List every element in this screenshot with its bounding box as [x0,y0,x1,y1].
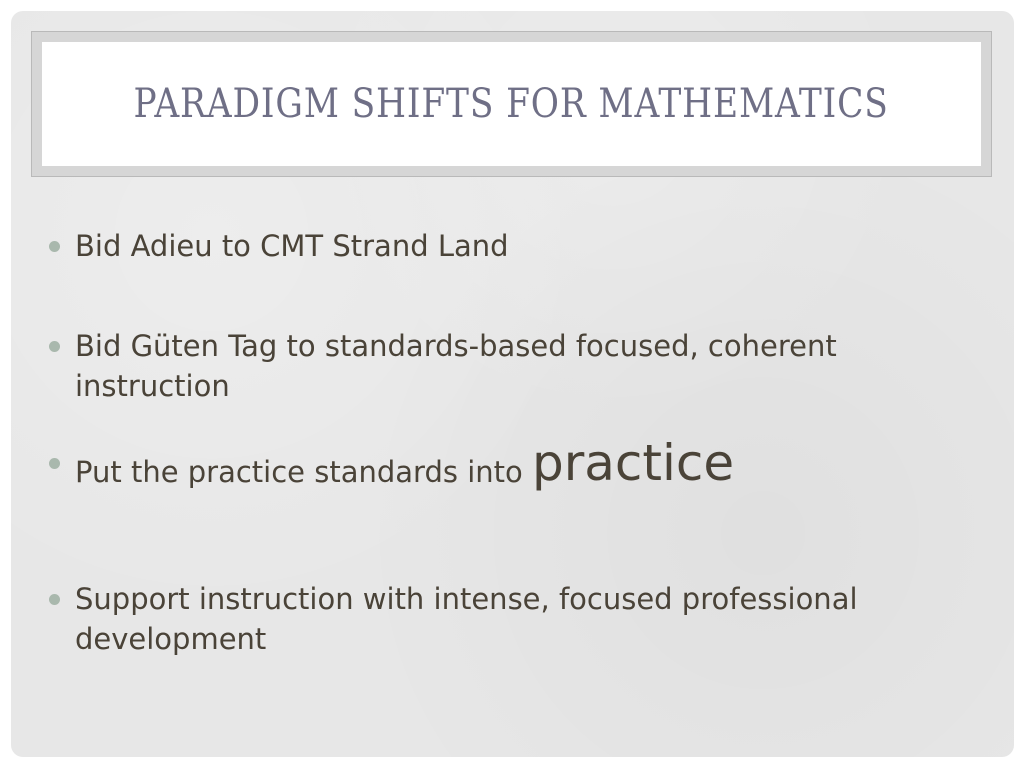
emphasized-word: practice [531,434,735,492]
bullet-text [75,434,969,492]
slide [11,11,1014,757]
bullet-dot-icon [49,458,60,469]
bullet-dot-icon [49,594,60,605]
slide-title: PARADIGM SHIFTS FOR MATHEMATICS [133,81,890,127]
bullet-dot-icon [49,341,60,352]
bullet-item [49,326,969,406]
bullet-text: Bid Güten Tag to standards-based focused, coherent instruction [75,329,837,403]
bullet-list [11,11,1014,757]
bullet-text: Support instruction with intense, focused professional development [75,582,858,656]
bullet-item [49,579,969,659]
bullet-text-lead: Put the practice standards into [75,455,532,489]
bullet-dot-icon [49,241,60,252]
bullet-item [49,226,969,266]
bullet-item [49,434,969,492]
bullet-text: Bid Adieu to CMT Strand Land [75,229,509,263]
